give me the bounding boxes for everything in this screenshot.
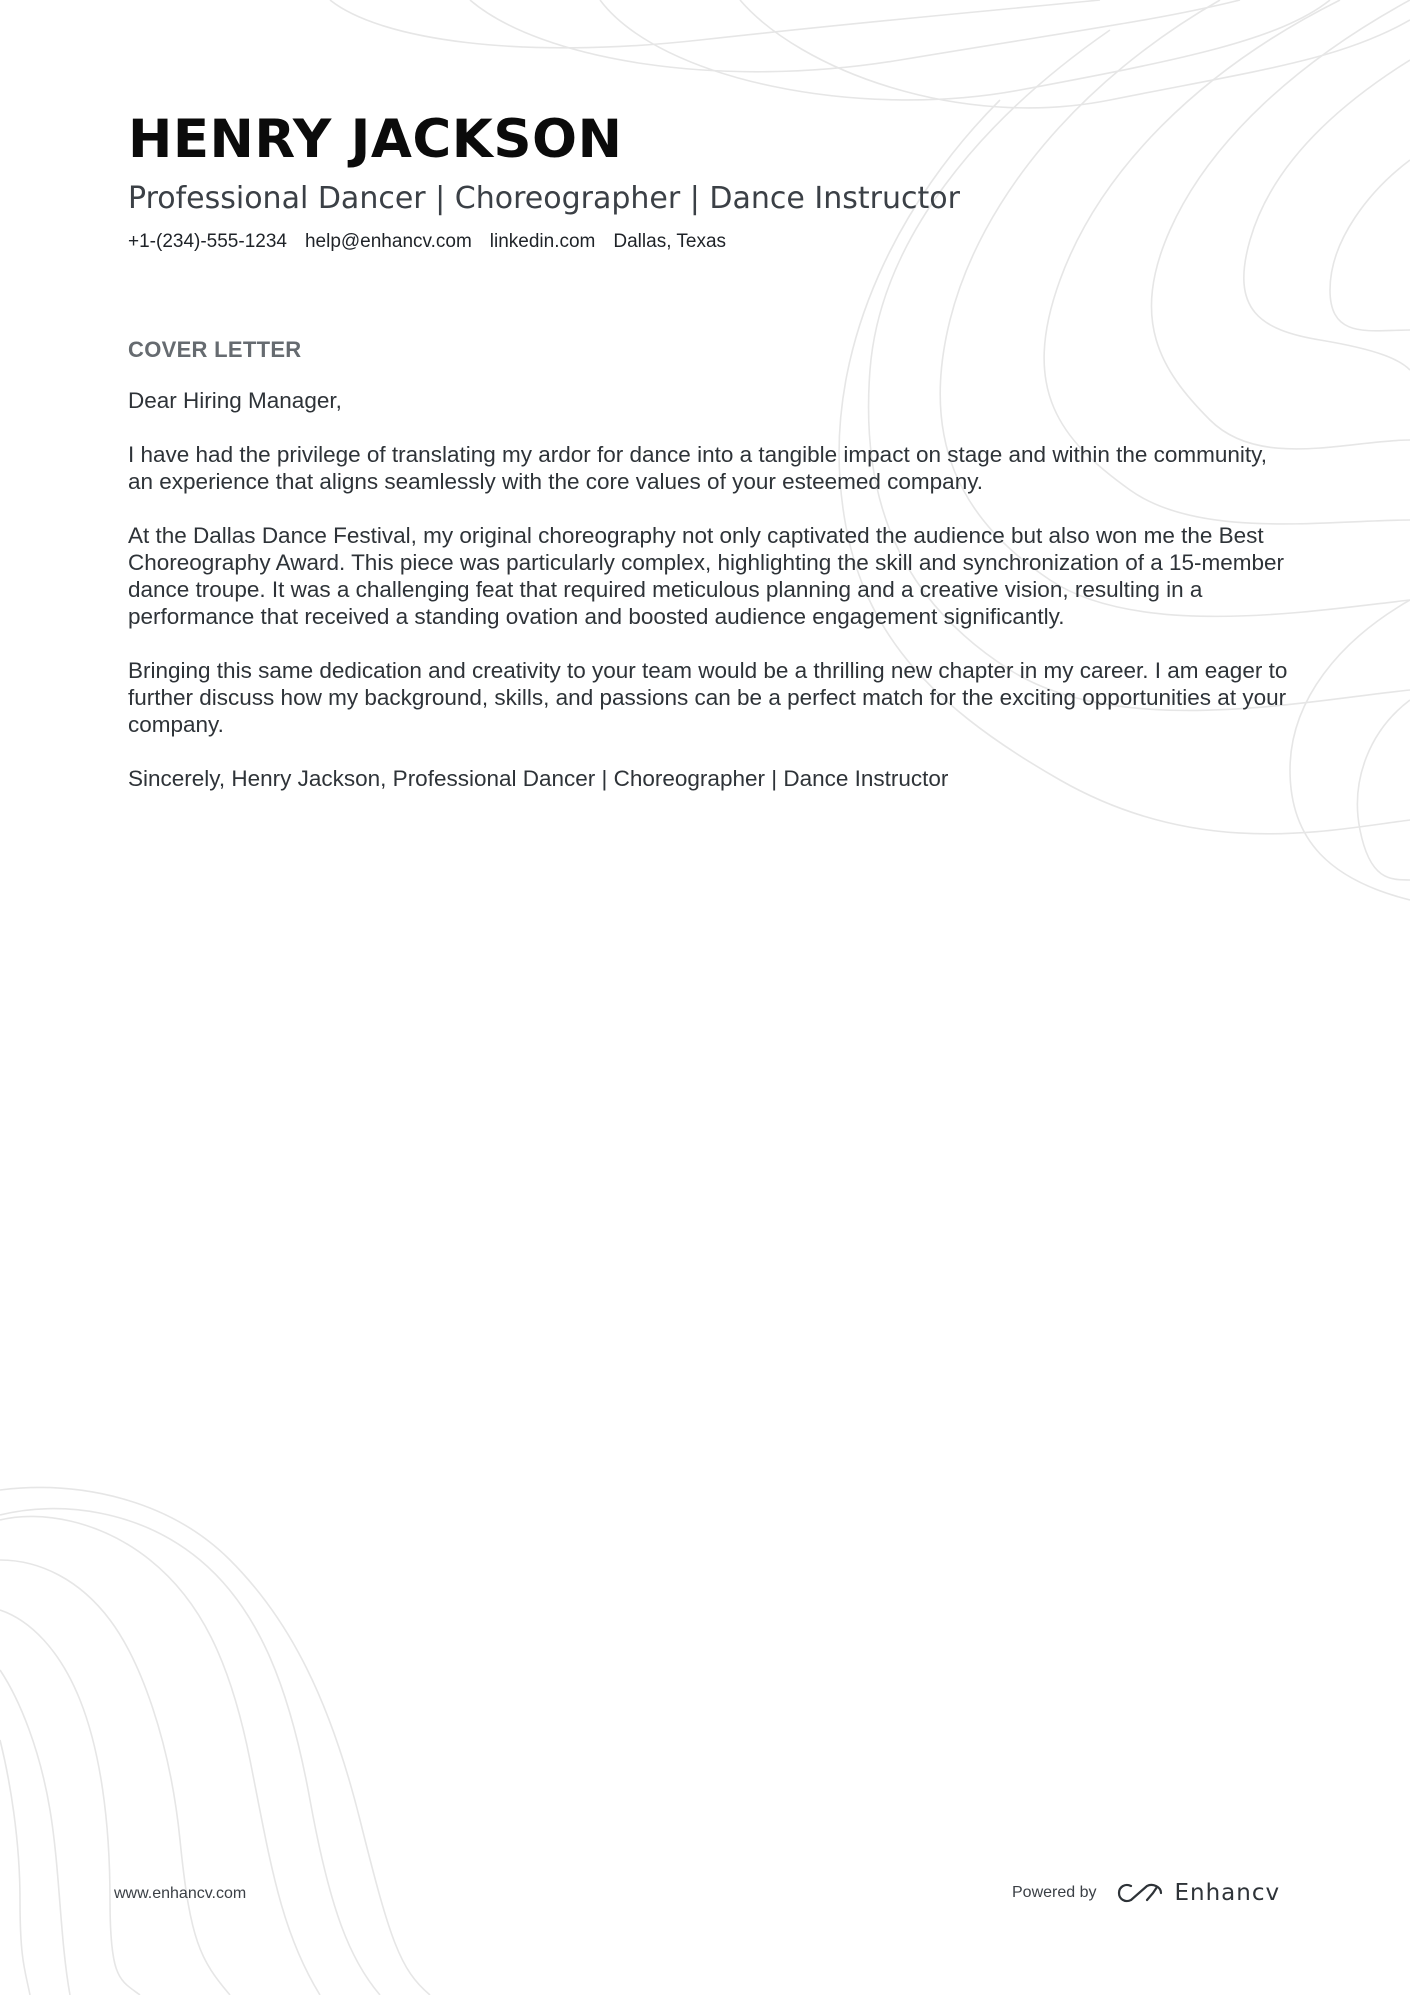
section-title: COVER LETTER [128, 336, 302, 362]
enhancv-brand-name: Enhancv [1174, 1880, 1281, 1906]
letter-body [128, 387, 1288, 792]
footer-branding [1012, 1880, 1280, 1906]
enhancv-brand[interactable] [1117, 1880, 1281, 1906]
letter-paragraph: Bringing this same dedication and creativity to your team would be a thrilling new chapter in my career. I am eager to further discuss how my background, skills, and passions can be a perfect match for the exciting opportunities at your company. [128, 657, 1288, 737]
applicant-name: HENRY JACKSON [128, 109, 623, 170]
letter-paragraph: At the Dallas Dance Festival, my original choreography not only captivated the audience but also won me the Best Choreography Award. This piece was particularly complex, highlighting the skill and synchronization of a 15-member dance troupe. It was a challenging feat that required meticulous planning and a creative vision, resulting in a performance that received a standing ovation and boosted audience engagement significantly. [128, 522, 1285, 629]
footer-website[interactable]: www.enhancv.com [114, 1885, 247, 1902]
letter-greeting: Dear Hiring Manager, [128, 387, 342, 413]
contact-phone: +1-(234)-555-1234 [128, 230, 287, 252]
contact-email[interactable]: help@enhancv.com [304, 230, 472, 252]
contact-linkedin[interactable]: linkedin.com [489, 230, 596, 252]
letter-closing: Sincerely, Henry Jackson, Professional Dancer | Choreographer | Dance Instructor [128, 765, 949, 791]
letter-paragraph: I have had the privilege of translating my ardor for dance into a tangible impact on stage and within the community, an experience that aligns seamlessly with the core values of your esteemed company. [128, 441, 1267, 494]
enhancv-logo-icon [1117, 1881, 1163, 1905]
letter-content [128, 110, 1288, 819]
applicant-headline: Professional Dancer | Choreographer | Dance Instructor [128, 180, 960, 216]
contact-location: Dallas, Texas [613, 230, 727, 252]
contact-info [128, 231, 1288, 253]
powered-by-label: Powered by [1012, 1884, 1097, 1901]
